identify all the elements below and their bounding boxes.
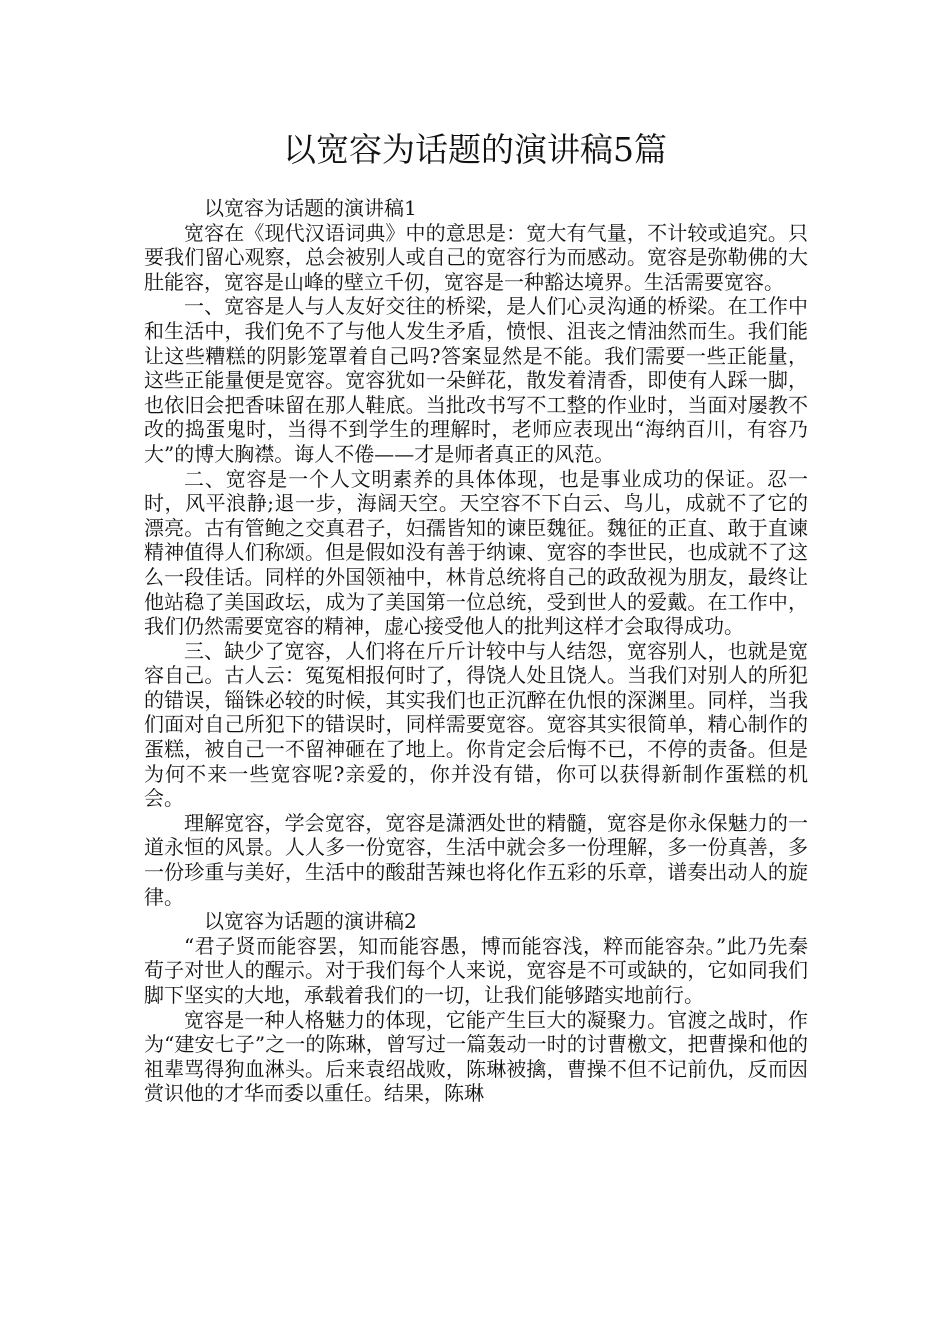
paragraph: 三、缺少了宽容，人们将在斤斤计较中与人结怨，宽容别人，也就是宽容自己。古人云：冤冤相报何时了，得饶人处且饶人。当我们对别人的所犯的错误，锱铢必较的时候，其实我们也正沉醉在仇恨的深渊里。同样，当我们面对自己所犯下的错误时，同样需要宽容。宽容其实很简单，精心制作的蛋糕，被自己一不留神砸在了地上。你肯定会后悔不已，不停的责备。但是为何不来一些宽容呢?亲爱的，你并没有错，你可以获得新制作蛋糕的机会。 (144, 638, 808, 811)
section-heading-2: 以宽容为话题的演讲稿2 (204, 909, 417, 934)
document-body (144, 196, 808, 1106)
document-title: 以宽容为话题的演讲稿5篇 (283, 130, 667, 169)
paragraph: 二、宽容是一个人文明素养的具体体现，也是事业成功的保证。忍一时，风平浪静;退一步，海阔天空。天空容不下白云、鸟儿，成就不了它的漂亮。古有管鲍之交真君子，妇孺皆知的谏臣魏征。魏征的正直、敢于直谏精神值得人们称颂。但是假如没有善于纳谏、宽容的李世民，也成就不了这么一段佳话。同样的外国领袖中，林肯总统将自己的政敌视为朋友，最终让他站稳了美国政坛，成为了美国第一位总统，受到世人的爱戴。在工作中，我们仍然需要宽容的精神，虚心接受他人的批判这样才会取得成功。 (144, 466, 808, 639)
paragraph: 理解宽容，学会宽容，宽容是潇洒处世的精髓，宽容是你永保魅力的一道永恒的风景。人人多一份宽容，生活中就会多一份理解，多一份真善，多一份珍重与美好，生活中的酸甜苦辣也将化作五彩的乐章，谱奏出动人的旋律。 (144, 810, 808, 909)
paragraph: 宽容是一种人格魅力的体现，它能产生巨大的凝聚力。官渡之战时，作为“建安七子”之一的陈琳，曾写过一篇轰动一时的讨曹檄文，把曹操和他的祖辈骂得狗血淋头。后来袁绍战败，陈琳被擒，曹操不但不记前仇，反而因赏识他的才华而委以重任。结果，陈琳 (144, 1007, 808, 1106)
paragraph: 宽容在《现代汉语词典》中的意思是：宽大有气量，不计较或追究。只要我们留心观察，总会被别人或自己的宽容行为而感动。宽容是弥勒佛的大肚能容，宽容是山峰的壁立千仞，宽容是一种豁达境界。生活需要宽容。 (144, 220, 808, 294)
paragraph: “君子贤而能容罢，知而能容愚，博而能容浅，粹而能容杂。”此乃先秦荀子对世人的醒示。对于我们每个人来说，宽容是不可或缺的，它如同我们脚下坚实的大地，承载着我们的一切，让我们能够踏实地前行。 (144, 933, 808, 1007)
paragraph: 一、宽容是人与人友好交往的桥梁，是人们心灵沟通的桥梁。在工作中和生活中，我们免不了与他人发生矛盾，愤恨、沮丧之情油然而生。我们能让这些糟糕的阴影笼罩着自己吗?答案显然是不能。我们需要一些正能量，这些正能量便是宽容。宽容犹如一朵鲜花，散发着清香，即使有人踩一脚，也依旧会把香味留在那人鞋底。当批改书写不工整的作业时，当面对屡教不改的捣蛋鬼时，当得不到学生的理解时，老师应表现出“海纳百川，有容乃大”的博大胸襟。诲人不倦——才是师者真正的风范。 (144, 294, 808, 466)
section-heading-1: 以宽容为话题的演讲稿1 (204, 196, 417, 220)
